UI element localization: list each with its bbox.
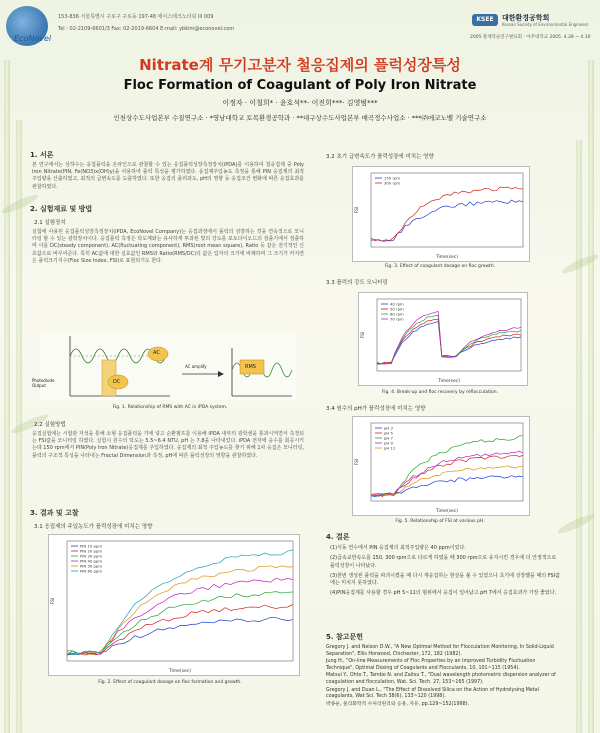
- legend-entry: PIN 40 ppm: [80, 558, 103, 564]
- section-5-title: 5. 참고문헌: [326, 633, 364, 641]
- figure-1-caption: Fig. 1. Relationship of RMS with AC in iPDA system.: [112, 405, 228, 410]
- conclusion-item: (2)급속교반속도를 150, 300 rpm으로 다르게 하였을 때 300 rpm으로 유지시킨 경우에 더 안정적으로 플럭성장이 나타났다.: [330, 555, 557, 569]
- x-axis-label: Time(sec): [435, 509, 459, 514]
- legend-entry: 300 rpm: [384, 180, 401, 186]
- figure-5-chart: [353, 417, 529, 515]
- figure-5-caption: Fig. 5. Relationship of FSI at various pH.: [395, 519, 485, 524]
- figure-4-chart: [359, 293, 527, 385]
- section-1-title: 1. 서론: [30, 151, 54, 159]
- figure-2-chart: [49, 535, 299, 675]
- section-2-1-text: 실험에 사용된 응집플럭성장측정장치(iPDA, EcoNovel Company)는 응집과정에서 플럭의 성장하는 것을 연속적으로 모니터링 할 수 있는 광학장치이다. 응집플럭 측정은 탁도계와는 유사하게 투과된 빛의 강도를 포토다이오드의 검출기에서 검출하며 이를 DC(steady component), AC(fluctuating component), RMS(root mean square), Ratio 등 같은 전기적인 신호값으로 바꾸어준다. 특히 AC값에 대한 실효값인 RMS와 Ratio(RMS/DC)의 값은 입자의 크기에 비례하며 그 크기가 커지면은 플럭크기지수(Floc Size Index, FSI)로 표현되기도 한다.: [32, 229, 304, 264]
- legend-entry: 70 rpm: [390, 316, 404, 322]
- legend-entry: pH 3: [384, 425, 393, 431]
- x-axis-label: Time(sec): [435, 255, 459, 260]
- ksee-name-kr: 대한환경공학회: [502, 14, 550, 22]
- bamboo-decoration: [576, 140, 582, 733]
- y-axis-label: FSI: [355, 458, 360, 466]
- address-line2: Tel : 02-2109-6601/3 Fax: 02-2019-6604 E-mail: ybkim@econovel.com: [58, 26, 235, 32]
- conclusion-item: (4)PIN응집제를 사용할 경우 pH 5~11의 범위에서 응집이 일어났고 pH 7에서 응집효과가 가장 좋았다.: [330, 590, 557, 597]
- section-1-text: 본 연구에서는 상하수는 응집플럭을 온라인으로 관찰할 수 있는 응집플럭성장측정장치(iPDA)를 이용하여 철응집제 중 Poly Iron Nitrate(PIN, Fe(NO3)x(OH)y)을 사용하여 플럭 특성을 평가하였다. 응집제주입농도 측정을 통해 PIN 응집제의 최적 주입량을 산출하였고, 최적의 급변속도를 도출하였다. 또한 응집의 플러과도, pH의 영향 등 응집조건 변화에 따른 응집효과를 관찰하였다.: [32, 162, 304, 190]
- fig1-dc-label: DC: [113, 379, 121, 385]
- legend-entry: PIN 10 ppm: [80, 543, 103, 549]
- y-axis-label: FSI: [51, 597, 56, 605]
- legend-entry: 50 rpm: [390, 306, 404, 312]
- y-axis-label: FSI: [361, 331, 366, 339]
- plot-area: [371, 423, 523, 501]
- legend-entry: PIN 30 ppm: [80, 553, 103, 559]
- title-korean: Nitrate계 무기고분자 철응집제의 플럭성장특성: [139, 56, 461, 74]
- logo-text: EcoNovel: [14, 34, 52, 43]
- section-3-3-title: 3.3 플럭의 강도 모니터링: [326, 280, 388, 286]
- bamboo-decoration: [588, 60, 594, 733]
- section-4-title: 4. 결론: [326, 533, 350, 541]
- legend-entry: PIN 50 ppm: [80, 563, 103, 569]
- figure-5: [352, 416, 530, 516]
- figure-3-caption: Fig. 3. Effect of coagulant dosage on floc growth.: [384, 264, 496, 269]
- bamboo-decoration: [4, 60, 10, 733]
- legend-entry: PIN 60 ppm: [80, 568, 103, 574]
- reference-item: Matsui Y., Ohto T., Tambo N. and Zaitsu T., "Dual wavelength photometric dispersion analyzer of coagulation and flocculation, Wat. Sci. Tech. 27, 153~165 (1997).: [326, 673, 556, 685]
- legend-entry: pH 5: [384, 430, 393, 436]
- figure-1-diagram: [40, 334, 296, 400]
- figure-4: [358, 292, 528, 386]
- references-list: [326, 645, 560, 709]
- authors: 이정자 · 이철희* · 윤호석**· 이진희***· 김영범***: [222, 99, 378, 107]
- legend-entry: pH 9: [384, 440, 393, 446]
- figure-1: [32, 334, 296, 400]
- section-2-1-title: 2.1 실험장치: [34, 220, 66, 226]
- legend-entry: 60 rpm: [390, 311, 404, 317]
- legend-entry: 150 rpm: [384, 175, 401, 181]
- figure-2-caption: Fig. 2. Effect of coagulant dosage on floc formation and growth.: [98, 680, 242, 685]
- reference-item: Gregory J. and Duan L., "The Effect of Dissolved Silica on the Action of Hydrolysing Metal coagulants, Wat Sci. Tech 38(6), 133~120 (1998).: [326, 687, 540, 700]
- affiliation: 인천상수도사업본부 수질연구소 · *영남대학교 토목환경공학과 · **대구상수도사업본부 매곡정수사업소 · ***㈜에코노벨 기술연구소: [113, 114, 487, 122]
- fig1-amplify-label: AC amplify: [185, 364, 207, 369]
- reference-item: 박종운, 물리화학적 수처리원리와 응용, 자유, pp.129~152(1998).: [326, 701, 470, 707]
- legend-entry: 40 rpm: [390, 301, 404, 307]
- fig1-rms-label: RMS: [245, 364, 256, 370]
- conclusions-list: [330, 545, 560, 601]
- figure-4-caption: Fig. 4. Break-up and floc recovery by reflocculation.: [381, 390, 499, 395]
- figure-3-chart: [353, 167, 529, 261]
- section-3-title: 3. 결과 및 고찰: [30, 509, 79, 517]
- ksee-name-en: Korean Society of Environmental Engineers: [502, 22, 589, 27]
- section-3-4-title: 3.4 원수의 pH가 플럭성장에 미치는 영향: [326, 406, 426, 412]
- figure-2: [48, 534, 300, 676]
- section-2-2-text: 응집실험에는 시험관 자성을 통해 소형 응집플럭을 기에 넣고 순환펌프를 이용해 iPDA 내부의 광학센을 통과시켜면서 측정되는 FSI값을 모니터링 하였다. 실험시 원수의 탁도는 5.5~6.4 NTU, pH 는 7.8을 나타내었다. iPDA 전자에 응수를 회공시키는데 150 rpm에서 PIN(Poly Iron Nitrate)응집제를 주입하였다. 응집제의 최적 주입농도를 찾기 위해 1차 응집은 모니터링, 플럭의 구조적 특성을 나타내는 Fractal Dimension과 측정, pH에 따른 플럭성장의 영향을 관찰하였다.: [32, 431, 304, 459]
- legend-entry: pH 7: [384, 435, 393, 441]
- figure-3: [352, 166, 530, 262]
- x-axis-label: Time(sec): [168, 669, 192, 674]
- y-axis-label: FSI: [355, 206, 360, 214]
- section-3-1-title: 3.1 응집제의 주입농도가 플럭성장에 미치는 영향: [34, 524, 153, 530]
- address-line1: 153-836 서울특별시 구로구 구로동 197-48 에이스테크노타워 III 009: [58, 14, 214, 20]
- reference-item: Jung H., "On-line Measurements of Floc Properties by an Improved Turbidity Fluctuation Technique", Optimal Dosing of Coagulants and Flocculants, 10, 101~115 (1954).: [326, 659, 536, 671]
- fig1-photodiode-label: Photodiode Output: [32, 378, 55, 388]
- conference-info: 2005 춘계학술연구발표회 · 아주대학교 2005. 4.28 ~ 4.30: [470, 35, 591, 40]
- conclusion-item: (3)한번 생성된 플럭을 파괴시켰을 때 다시 재응집하는 현상을 볼 수 있었으나 초기에 성장했을 때의 FSI값에는 미치지 못하였다.: [330, 572, 560, 587]
- legend-entry: PIN 20 ppm: [80, 548, 103, 554]
- section-2-2-title: 2.2 실험방법: [34, 422, 66, 428]
- legend-entry: pH 11: [384, 445, 396, 451]
- ksee-logo-icon: KSEE: [472, 14, 498, 26]
- x-axis-label: Time(sec): [437, 379, 461, 384]
- conclusion-item: (1)식동 연수에서 PIN 응집제의 최적주입량은 40 ppm이었다.: [330, 545, 466, 551]
- section-2-title: 2. 실험재료 및 방법: [30, 205, 93, 213]
- fig1-ac-label: AC: [153, 350, 160, 356]
- section-3-2-title: 3.2 초기 급변속도가 플럭성장에 미치는 영향: [326, 154, 434, 160]
- reference-item: Gregory J. and Nelson D.W., "A New Optimal Method for Flocculation Monitoring, In Solid-Liquid Separation", Ellis Horwood, Chichester, 172, 182 (1982).: [326, 645, 554, 657]
- header-bar: [0, 0, 600, 50]
- title-english: Floc Formation of Coagulant of Poly Iron Nitrate: [123, 78, 477, 93]
